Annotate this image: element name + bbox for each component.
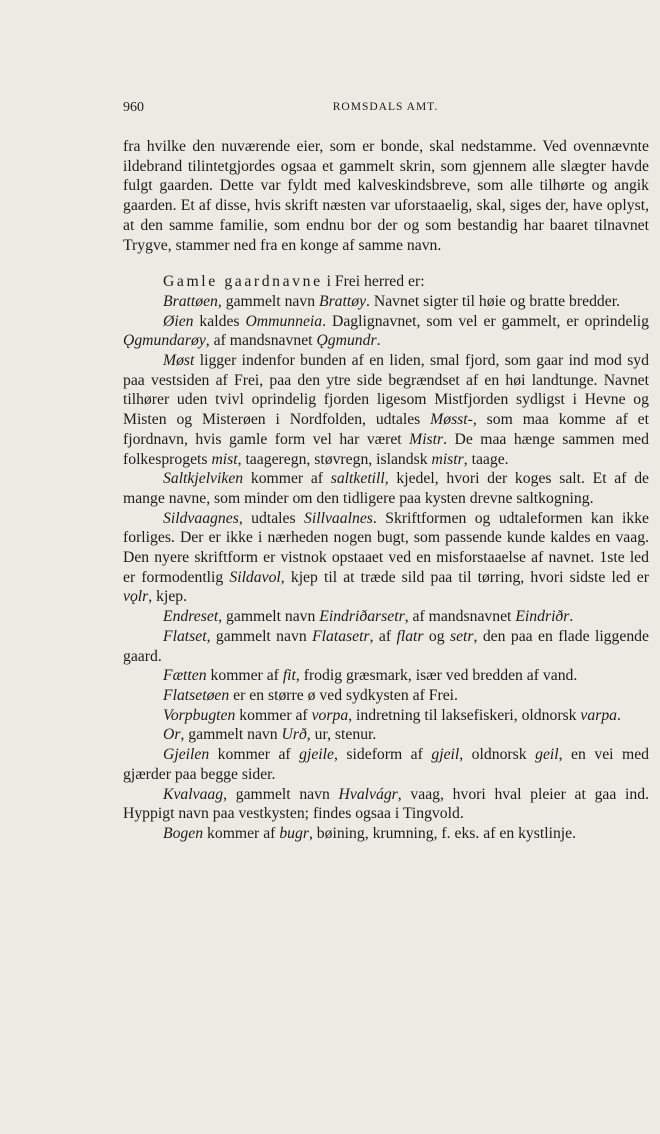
italic-term: Øien (163, 312, 194, 330)
italic-term: vorpa (311, 706, 349, 724)
italic-term: saltketill (330, 470, 385, 488)
place-name-entry (123, 351, 649, 469)
place-name-entry (123, 627, 649, 666)
entry-text: . (376, 332, 381, 350)
entry-text: , kjep til at træde sild paa til tørring, hvori sidste led er (280, 568, 649, 586)
place-name-entry (123, 666, 649, 686)
entry-text: kommer af (203, 824, 280, 842)
entry-text: . Skriftformen og udtaleformen kan ikke forliges. Der er ikke i nærheden nogen bugt, som passende kunde kaldes en vaag. Den nyere skriftform er vistnok opstaaet ved en misforstaaelse af navnet. 1ste led er formodentlig (123, 509, 650, 586)
place-name-entry (123, 686, 649, 706)
italic-term: Mistr (409, 430, 444, 448)
italic-term: Flatasetr (312, 627, 370, 645)
entry-text: er en større ø ved sydkysten af Frei. (229, 686, 458, 704)
page-number: 960 (123, 100, 144, 115)
italic-term: Sildavol (229, 568, 281, 586)
italic-term: Møst (163, 352, 195, 370)
intro-paragraph: fra hvilke den nuværende eier, som er bonde, skal nedstamme. Ved ovennævnte ildebrand tilintetgjordes ogsaa et gammelt skrin, som gjennem alle slægter havde fulgt gaarden. Dette var fyldt med kalveskindsbreve, som alle tilhørte og angik gaarden. Et af disse, hvis skrift næsten var uforstaaelig, skal, siges der, have oplyst, at den samme familie, som endnu bor der og som bestandig har baaret tilnavnet Trygve, stammer ned fra en konge af samme navn. (123, 138, 649, 254)
italic-term: bugr (279, 824, 309, 842)
italic-term: geil (535, 746, 559, 764)
italic-term: Saltkjelviken (163, 470, 244, 488)
place-name-entry (123, 725, 649, 745)
italic-term: Urð (281, 726, 307, 744)
entry-text: , sideform af (334, 746, 432, 764)
body-text (123, 137, 649, 844)
entry-text: og (423, 627, 450, 645)
place-name-entry (123, 706, 649, 726)
place-name-entry (123, 469, 649, 508)
section-gap (123, 255, 649, 272)
italic-term: setr (449, 627, 474, 645)
entry-text: . Daglignavnet, som vel er gammelt, er oprindelig (322, 312, 650, 330)
italic-term: Eindriðarsetr (319, 608, 405, 626)
entry-text: . Navnet sigter til høie og bratte bredder. (366, 292, 621, 310)
entry-text: , som maa komme af et fjordnavn, hvis gamle form vel har været (123, 411, 650, 448)
place-name-entry (123, 785, 649, 824)
italic-term: gjeile (299, 746, 334, 764)
italic-term: Bogen (163, 824, 204, 842)
italic-term: Ǫgmundarøy (123, 332, 206, 350)
entry-text: , den paa en flade liggende gaard. (123, 627, 649, 665)
entry-text: , vaag, hvori hval pleier at gaa ind. Hyppigt navn paa vestkysten; findes ogsaa i Tingvold. (123, 785, 649, 823)
italic-term: Vorpbugten (163, 706, 236, 724)
place-name-entry (123, 607, 649, 627)
italic-term: Brattøy (318, 292, 367, 310)
heading-rest-text: i Frei herred er: (322, 273, 425, 291)
entry-text: , ur, stenur. (306, 726, 377, 744)
entry-text: , gammelt navn (180, 726, 282, 744)
place-name-entries (123, 292, 649, 844)
entry-text: , gammelt navn (218, 608, 320, 626)
entry-text: kommer af (206, 667, 283, 685)
place-name-entry (123, 292, 649, 312)
entry-text: kommer af (243, 470, 331, 488)
entry-text: , taage. (463, 450, 509, 468)
italic-term: Flatsetøen (163, 686, 230, 704)
place-name-entry (123, 824, 649, 844)
entry-text: kommer af (235, 706, 312, 724)
place-name-entry (123, 509, 649, 608)
italic-term: vǫlr (123, 588, 149, 606)
italic-term: Sillvaalnes (304, 509, 373, 527)
italic-term: mist (211, 450, 238, 468)
italic-term: Ommunneia (245, 312, 323, 330)
entry-text: , frodig græsmark, især ved bredden af vand. (295, 667, 578, 685)
place-name-entry (123, 745, 649, 784)
italic-term: Sildvaagnes (163, 509, 239, 527)
entry-text: . (617, 706, 621, 724)
entry-text: , kjedel, hvori der koges salt. Et af de mange navne, som minder om den tidligere paa kysten drevne saltkogning. (123, 470, 649, 507)
italic-term: varpa (580, 706, 618, 724)
italic-term: fit (282, 667, 296, 685)
entry-text: , taageregn, støvregn, islandsk (237, 450, 432, 468)
italic-term: Gjeilen (163, 746, 210, 764)
entry-text: , udtales (238, 509, 305, 527)
italic-term: Ǫgmundr (316, 332, 377, 350)
italic-term: Eindriðr (515, 608, 570, 626)
italic-term: Hvalvágr (338, 785, 398, 803)
place-name-entry (123, 312, 649, 351)
entry-text: . De maa hænge sammen med folkesprogets (123, 430, 649, 468)
italic-term: Brattøen (163, 292, 218, 310)
italic-term: Flatset (163, 627, 207, 645)
section-heading (123, 272, 649, 292)
italic-term: Møsst- (430, 411, 473, 429)
entry-text: ligger indenfor bunden af en liden, smal fjord, som gaar ind mod syd paa vestsiden af Frei, paa den ytre side begrændset af en høi landtunge. Navnet tilhører uden tvivl oprindelig fjorden ligesom Mistfjorden sydligst i Hevne og Misten og Misterøen i Nordfolden, udtales (123, 352, 649, 429)
entry-text: , af mandsnavnet (205, 332, 317, 350)
entry-text: , indretning til laksefiskeri, oldnorsk (348, 706, 581, 724)
italic-term: Kvalvaag (163, 785, 224, 803)
entry-text: , af mandsnavnet (404, 608, 516, 626)
entry-text: , gammelt navn (223, 785, 339, 803)
entry-text: , en vei med gjærder paa begge sider. (123, 746, 650, 783)
entry-text: , gammelt navn (217, 292, 319, 310)
entry-text: , kjep. (148, 588, 188, 606)
entry-text: . (569, 608, 574, 626)
italic-term: gjeil (431, 746, 460, 764)
italic-term: mistr (431, 450, 464, 468)
entry-text: kaldes (193, 312, 246, 330)
heading-spaced-text: Gamle gaardnavne (163, 273, 323, 291)
entry-text: , bøining, krumning, f. eks. af en kystlinje. (308, 824, 577, 842)
italic-term: Endreset (163, 608, 219, 626)
running-title: ROMSDALS AMT. (332, 101, 439, 113)
italic-term: Fætten (163, 667, 207, 685)
italic-term: flatr (396, 627, 424, 645)
entry-text: , gammelt navn (206, 627, 313, 645)
entry-text: kommer af (209, 746, 300, 764)
entry-text: , af (369, 627, 397, 645)
italic-term: Or (163, 726, 181, 744)
entry-text: , oldnorsk (459, 746, 536, 764)
